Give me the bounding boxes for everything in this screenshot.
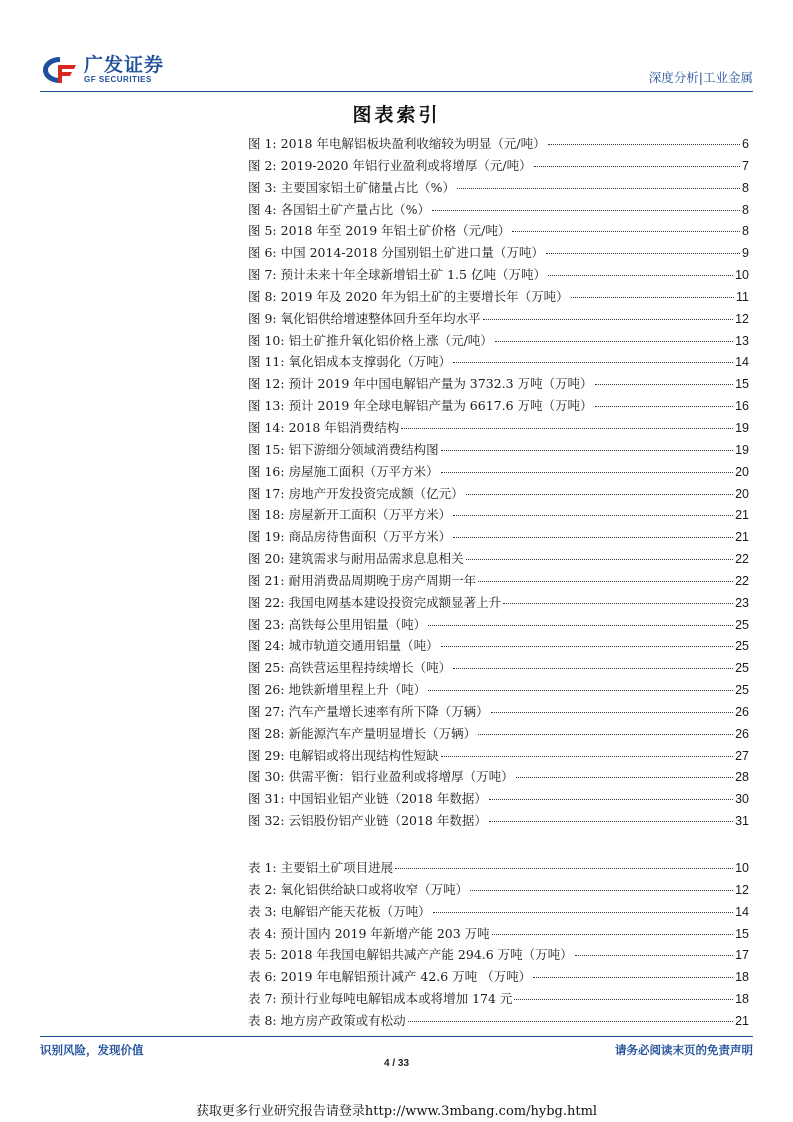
figure-entry-page: 25 xyxy=(735,661,749,676)
dot-leader xyxy=(595,384,734,385)
table-entry-label: 表 2: 氧化铝供给缺口或将收窄（万吨） xyxy=(248,881,469,897)
table-entry-page: 21 xyxy=(735,1013,749,1028)
figure-entry-label: 图 2: 2019-2020 年铝行业盈利或将增厚（元/吨） xyxy=(248,157,532,173)
figure-entry-page: 27 xyxy=(735,748,749,763)
figure-entry-page: 8 xyxy=(742,180,749,195)
dot-leader xyxy=(453,362,733,363)
figure-entry-label: 图 28: 新能源汽车产量明显增长（万辆） xyxy=(248,725,477,741)
figure-entry-label: 图 31: 中国铝业铝产业链（2018 年数据） xyxy=(248,791,487,807)
brand-name-cn: 广发证券 xyxy=(84,54,165,76)
table-entry[interactable] xyxy=(248,967,749,989)
figure-entry-page: 25 xyxy=(735,639,749,654)
figure-entry-page: 20 xyxy=(735,464,749,479)
table-entry-page: 12 xyxy=(735,882,749,897)
figure-entry[interactable] xyxy=(248,440,749,462)
figure-entry-page: 10 xyxy=(735,268,749,283)
dot-leader xyxy=(441,450,734,451)
figure-entry-label: 图 15: 铝下游细分领域消费结构图 xyxy=(248,441,439,457)
dot-leader xyxy=(466,559,734,560)
table-entry-label: 表 1: 主要铝土矿项目进展 xyxy=(248,860,394,875)
figure-entry[interactable] xyxy=(248,265,749,287)
figure-entry-label: 图 21: 耐用消费品周期晚于房产周期一年 xyxy=(248,572,477,588)
figure-entry-label: 图 8: 2019 年及 2020 年为铝土矿的主要增长年（万吨） xyxy=(248,288,569,304)
figure-entry[interactable] xyxy=(248,178,749,200)
figure-entry[interactable] xyxy=(248,309,749,331)
gf-logo xyxy=(40,52,164,88)
dot-leader xyxy=(466,494,734,495)
dot-leader xyxy=(428,625,733,626)
dot-leader xyxy=(453,668,733,669)
dot-leader xyxy=(441,646,734,647)
figure-entry-page: 13 xyxy=(735,333,749,348)
figure-entry-page: 21 xyxy=(735,508,749,523)
dot-leader xyxy=(428,690,733,691)
footer-disclaimer: 请务必阅读末页的免责声明 xyxy=(615,1043,753,1057)
dot-leader xyxy=(548,144,740,145)
dot-leader xyxy=(483,319,733,320)
table-entry-page: 17 xyxy=(735,948,749,963)
dot-leader xyxy=(489,821,733,822)
figure-entry-page: 31 xyxy=(735,814,749,829)
figure-entry[interactable] xyxy=(248,221,749,243)
figure-entry[interactable] xyxy=(248,636,749,658)
figure-entry[interactable] xyxy=(248,549,749,571)
dot-leader xyxy=(575,955,733,956)
figure-entry-page: 26 xyxy=(735,726,749,741)
figure-entry-label: 图 10: 铝土矿推升氧化铝价格上涨（元/吨） xyxy=(248,332,493,348)
figure-entry[interactable] xyxy=(248,680,749,702)
table-entry[interactable] xyxy=(248,989,749,1011)
dot-leader xyxy=(571,297,734,298)
figure-entry-label: 图 29: 电解铝或将出现结构性短缺 xyxy=(248,747,439,763)
figure-entry-page: 21 xyxy=(735,530,749,545)
figure-entry-page: 22 xyxy=(735,552,749,567)
dot-leader xyxy=(512,231,740,232)
figure-entry-label: 图 22: 我国电网基本建设投资完成额显著上升 xyxy=(248,594,502,610)
figure-entry[interactable] xyxy=(248,505,749,527)
dot-leader xyxy=(495,341,733,342)
figure-entry[interactable] xyxy=(248,767,749,789)
brand-name-en: GF SECURITIES xyxy=(84,75,152,84)
dot-leader xyxy=(492,934,733,935)
figure-entry-label: 图 12: 预计 2019 年中国电解铝产量为 3732.3 万吨（万吨） xyxy=(248,376,593,392)
figure-entry-page: 25 xyxy=(735,683,749,698)
figure-entry-page: 9 xyxy=(742,246,749,261)
figure-entry[interactable] xyxy=(248,134,749,156)
figure-entry[interactable] xyxy=(248,396,749,418)
dot-leader xyxy=(478,581,733,582)
figure-entry-label: 图 11: 氧化铝成本支撑弱化（万吨） xyxy=(248,354,452,370)
dot-leader xyxy=(489,799,733,800)
figure-entry-label: 图 26: 地铁新增里程上升（吨） xyxy=(248,682,427,698)
figure-entry-page: 25 xyxy=(735,617,749,632)
figure-entry[interactable] xyxy=(248,724,749,746)
figure-entry[interactable] xyxy=(248,615,749,637)
figure-entry-label: 图 25: 高铁营运里程持续增长（吨） xyxy=(248,660,452,676)
table-entry-label: 表 6: 2019 年电解铝预计减产 42.6 万吨 （万吨） xyxy=(248,969,532,985)
figure-entry[interactable] xyxy=(248,789,749,811)
figure-entry-label: 图 19: 商品房待售面积（万平方米） xyxy=(248,529,452,545)
figure-entry-label: 图 3: 主要国家铝土矿储量占比（%） xyxy=(248,179,455,195)
table-entry-page: 10 xyxy=(735,861,749,875)
table-entry-label: 表 5: 2018 年我国电解铝共减产产能 294.6 万吨（万吨） xyxy=(248,947,573,963)
figure-entry[interactable] xyxy=(248,527,749,549)
table-entry-label: 表 7: 预计行业每吨电解铝成本或将增加 174 元 xyxy=(248,991,513,1007)
figure-entry-page: 6 xyxy=(742,137,749,151)
figure-entry-label: 图 32: 云铝股份铝产业链（2018 年数据） xyxy=(248,813,487,829)
footer-slogan: 识别风险，发现价值 xyxy=(40,1043,144,1057)
figure-entry[interactable] xyxy=(248,811,749,833)
figure-entry-page: 16 xyxy=(735,399,749,414)
dot-leader xyxy=(534,166,740,167)
figure-entry-page: 14 xyxy=(735,355,749,370)
figure-entry-label: 图 20: 建筑需求与耐用品需求息息相关 xyxy=(248,551,464,567)
figure-entry-page: 23 xyxy=(735,595,749,610)
figure-entry-page: 8 xyxy=(742,224,749,239)
dot-leader xyxy=(432,210,740,211)
figure-entry[interactable] xyxy=(248,287,749,309)
figure-entry[interactable] xyxy=(248,374,749,396)
page-number: 4 / 33 xyxy=(383,1058,410,1069)
watermark-text: 获取更多行业研究报告请登录http://www.3mbang.com/hybg.html xyxy=(195,1104,598,1119)
dot-leader xyxy=(546,253,740,254)
figure-entry-page: 22 xyxy=(735,573,749,588)
page-title: 图表索引 xyxy=(352,104,441,126)
figure-entry[interactable] xyxy=(248,484,749,506)
dot-leader xyxy=(441,756,734,757)
figure-entry-page: 19 xyxy=(735,442,749,457)
figure-index xyxy=(248,134,749,833)
dot-leader xyxy=(453,537,733,538)
figure-entry-label: 图 6: 中国 2014-2018 分国别铝土矿进口量（万吨） xyxy=(248,245,544,261)
figure-entry[interactable] xyxy=(248,243,749,265)
page-footer xyxy=(40,1036,753,1060)
figure-entry-page: 15 xyxy=(735,377,749,392)
dot-leader xyxy=(401,428,733,429)
figure-entry-page: 20 xyxy=(735,486,749,501)
table-entry[interactable] xyxy=(248,880,749,902)
figure-entry[interactable] xyxy=(248,593,749,615)
figure-entry-page: 7 xyxy=(742,158,749,173)
figure-entry-label: 图 24: 城市轨道交通用铝量（吨） xyxy=(248,638,439,654)
figure-entry[interactable] xyxy=(248,571,749,593)
figure-entry[interactable] xyxy=(248,331,749,353)
table-entry-page: 15 xyxy=(735,926,749,941)
dot-leader xyxy=(516,777,734,778)
dot-leader xyxy=(408,1021,733,1022)
figure-entry[interactable] xyxy=(248,200,749,222)
table-index xyxy=(248,858,749,1033)
dot-leader xyxy=(514,999,733,1000)
dot-leader xyxy=(503,603,733,604)
figure-entry-label: 图 9: 氧化铝供给增速整体回升至年均水平 xyxy=(248,310,481,326)
dot-leader xyxy=(433,912,733,913)
table-entry[interactable] xyxy=(248,1011,749,1033)
table-entry[interactable] xyxy=(248,902,749,924)
figure-entry-label: 图 4: 各国铝土矿产量占比（%） xyxy=(248,201,430,217)
figure-entry[interactable] xyxy=(248,702,749,724)
table-entry-page: 18 xyxy=(735,970,749,985)
figure-entry-label: 图 13: 预计 2019 年全球电解铝产量为 6617.6 万吨（万吨） xyxy=(248,398,593,414)
figure-entry-label: 图 23: 高铁每公里用铝量（吨） xyxy=(248,616,427,632)
table-entry-label: 表 8: 地方房产政策或有松动 xyxy=(248,1012,406,1028)
dot-leader xyxy=(478,734,733,735)
figure-entry-label: 图 14: 2018 年铝消费结构 xyxy=(248,419,400,435)
figure-entry[interactable] xyxy=(248,462,749,484)
figure-entry[interactable] xyxy=(248,352,749,374)
table-entry[interactable] xyxy=(248,924,749,946)
dot-leader xyxy=(441,472,734,473)
table-entry-page: 14 xyxy=(735,904,749,919)
page-header xyxy=(40,52,753,92)
dot-leader xyxy=(548,275,733,276)
figure-entry[interactable] xyxy=(248,156,749,178)
figure-entry-label: 图 1: 2018 年电解铝板块盈利收缩较为明显（元/吨） xyxy=(248,136,546,151)
gf-logo-icon xyxy=(40,54,80,86)
figure-entry[interactable] xyxy=(248,746,749,768)
table-entry-label: 表 3: 电解铝产能天花板（万吨） xyxy=(248,903,431,919)
figure-entry-label: 图 16: 房屋施工面积（万平方米） xyxy=(248,463,439,479)
table-entry[interactable] xyxy=(248,945,749,967)
report-section: 深度分析|工业金属 xyxy=(648,70,753,85)
figure-entry-label: 图 27: 汽车产量增长速率有所下降（万辆） xyxy=(248,703,489,719)
figure-entry[interactable] xyxy=(248,658,749,680)
figure-entry-label: 图 7: 预计未来十年全球新增铝土矿 1.5 亿吨（万吨） xyxy=(248,267,546,283)
table-entry[interactable] xyxy=(248,858,749,880)
dot-leader xyxy=(453,515,733,516)
figure-entry-page: 12 xyxy=(735,311,749,326)
figure-entry-page: 28 xyxy=(735,770,749,785)
figure-entry-page: 26 xyxy=(735,704,749,719)
figure-entry-page: 19 xyxy=(735,420,749,435)
dot-leader xyxy=(533,977,733,978)
dot-leader xyxy=(491,712,734,713)
table-entry-page: 18 xyxy=(735,992,749,1007)
figure-entry-label: 图 5: 2018 年至 2019 年铝土矿价格（元/吨） xyxy=(248,223,511,239)
figure-entry-page: 8 xyxy=(742,202,749,217)
figure-entry-label: 图 18: 房屋新开工面积（万平方米） xyxy=(248,507,452,523)
dot-leader xyxy=(595,406,734,407)
figure-entry[interactable] xyxy=(248,418,749,440)
figure-entry-label: 图 17: 房地产开发投资完成额（亿元） xyxy=(248,485,464,501)
figure-entry-page: 11 xyxy=(736,289,749,304)
figure-entry-label: 图 30: 供需平衡：铝行业盈利或将增厚（万吨） xyxy=(248,769,514,785)
dot-leader xyxy=(470,890,733,891)
figure-entry-page: 30 xyxy=(735,792,749,807)
dot-leader xyxy=(395,868,733,869)
dot-leader xyxy=(457,188,740,189)
table-entry-label: 表 4: 预计国内 2019 年新增产能 203 万吨 xyxy=(248,925,490,941)
